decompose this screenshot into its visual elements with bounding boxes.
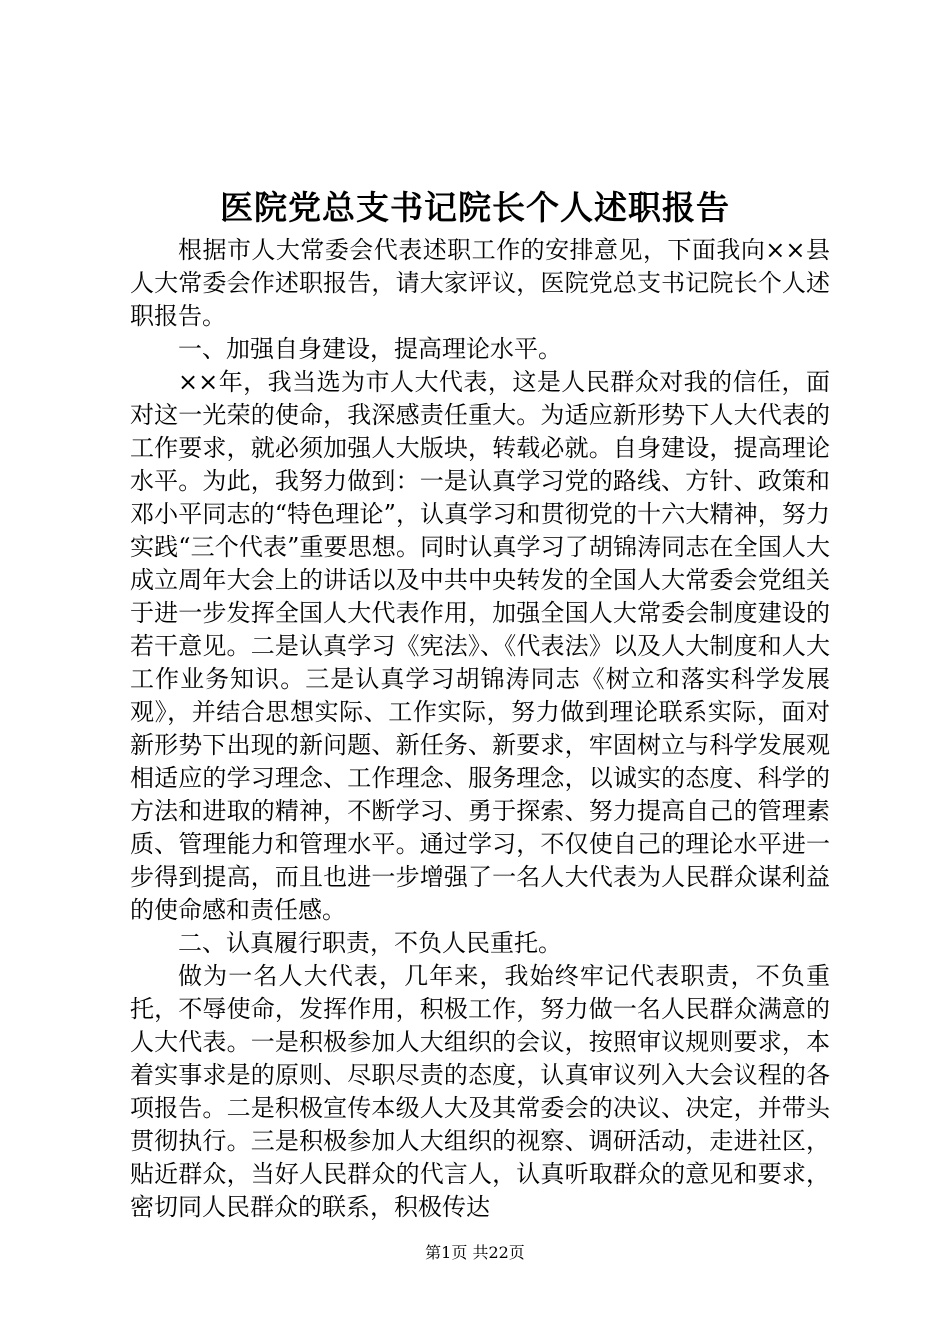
paragraph-section-2: 做为一名人大代表，几年来，我始终牢记代表职责，不负重托，不辱使命，发挥作用，积极工作，努力做一名人民群众满意的人大代表。一是积极参加人大组织的会议，按照审议规则要求，本着实事求是的原则、尽职尽责的态度，认真审议列入大会议程的各项报告。二是积极宣传本级人大及其常委会的决议、决定，并带头贯彻执行。三是积极参加人大组织的视察、调研活动，走进社区，贴近群众，当好人民群众的代言人，认真听取群众的意见和要求，密切同人民群众的联系，积极传达 xyxy=(130,962,830,1221)
document-body xyxy=(130,234,830,1224)
section-heading-1: 一、加强自身建设，提高理论水平。 xyxy=(178,335,562,363)
paragraph-intro: 根据市人大常委会代表述职工作的安排意见，下面我向××县人大常委会作述职报告，请大家评议，医院党总支书记院长个人述职报告。 xyxy=(130,236,830,330)
section-heading-2: 二、认真履行职责，不负人民重托。 xyxy=(178,929,562,957)
paragraph-section-1: ××年，我当选为市人大代表，这是人民群众对我的信任，面对这一光荣的使命，我深感责任重大。为适应新形势下人大代表的工作要求，就必须加强人大版块，转载必就。自身建设，提高理论水平。为此，我努力做到：一是认真学习党的路线、方针、政策和邓小平同志的“特色理论”，认真学习和贯彻党的十六大精神，努力实践“三个代表”重要思想。同时认真学习了胡锦涛同志在全国人大成立周年大会上的讲话以及中共中央转发的全国人大常委会党组关于进一步发挥全国人大代表作用，加强全国人大常委会制度建设的若干意见。二是认真学习《宪法》、《代表法》以及人大制度和人大工作业务知识。三是认真学习胡锦涛同志《树立和落实科学发展观》，并结合思想实际、工作实际，努力做到理论联系实际，面对新形势下出现的新问题、新任务、新要求，牢固树立与科学发展观相适应的学习理念、工作理念、服务理念，以诚实的态度、科学的方法和进取的精神，不断学习、勇于探索、努力提高自己的管理素质、管理能力和管理水平。通过学习，不仅使自己的理论水平进一步得到提高，而且也进一步增强了一名人大代表为人民群众谋利益的使命感和责任感。 xyxy=(130,368,830,924)
document-title: 医院党总支书记院长个人述职报告 xyxy=(220,188,730,227)
page-footer: 第1页 共22页 xyxy=(425,1243,525,1262)
